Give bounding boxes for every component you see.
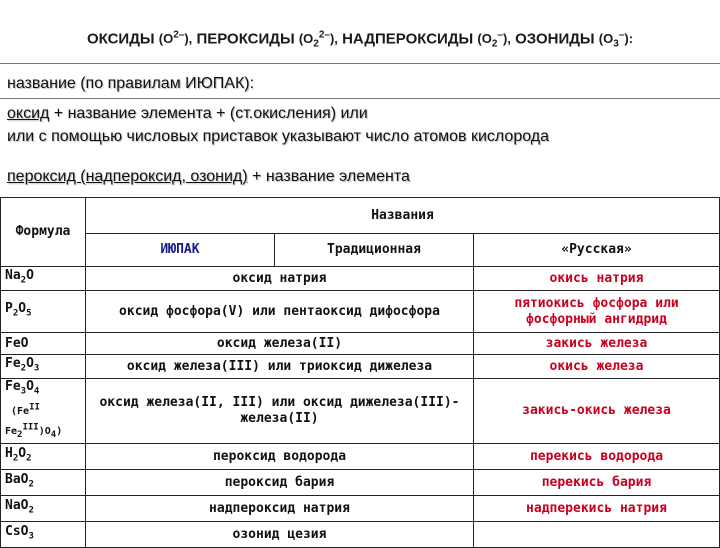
table-row: оксид натрия — [86, 267, 474, 291]
table-row: окись железа — [474, 355, 720, 379]
formula-nao2: NaO$_2$ — [1, 496, 86, 522]
formula-bao2: BaO$_2$ — [1, 470, 86, 496]
table-row: надперекись натрия — [474, 496, 720, 522]
naming-rule-oxide: оксид + название элемента + (ст.окисления) или — [7, 105, 368, 122]
oxides-table — [0, 197, 720, 548]
table-row: закись железа — [474, 333, 720, 355]
header-formula: Формула — [1, 198, 86, 267]
header-iupac: ИЮПАК — [86, 234, 275, 267]
table-row — [474, 522, 720, 548]
table-row: перекись бария — [474, 470, 720, 496]
table-row: оксид железа(III) или триоксид дижелеза — [86, 355, 474, 379]
naming-rule-prefixes: или с помощью числовых приставок указывают число атомов кислорода — [7, 128, 549, 145]
header-russian: «Русская» — [474, 234, 720, 267]
table-row: оксид фосфора(V) или пентаоксид дифосфора — [86, 291, 474, 333]
table-row: окись натрия — [474, 267, 720, 291]
header-traditional: Традиционная — [275, 234, 474, 267]
formula-cso3: CsO$_3$ — [1, 522, 86, 548]
formula-h2o2: $H_2O_2$ — [1, 444, 86, 470]
formula-fe3o4: $Fe_3O_4$ ($Fe^{II}$ $Fe_2^{III})O_4$) — [1, 379, 86, 444]
table-row: пероксид водорода — [86, 444, 474, 470]
divider — [0, 98, 720, 99]
formula-feo: FeO — [1, 333, 86, 355]
table-row: оксид железа(II, III) или оксид дижелеза(III)-железа(II) — [86, 379, 474, 444]
page-title: ОКСИДЫ $(O^{2-})$, ПЕРОКСИДЫ $(O_2^{2-})$, НАДПЕРОКСИДЫ $(O_2^-)$, ОЗОНИДЫ $(O_3^-)$: — [86, 30, 634, 50]
divider — [0, 63, 720, 64]
header-names: Названия — [86, 198, 720, 234]
table-row: пероксид бария — [86, 470, 474, 496]
table-row: надпероксид натрия — [86, 496, 474, 522]
table-row: оксид железа(II) — [86, 333, 474, 355]
formula-na2o: $Na_2O$ — [1, 267, 86, 291]
formula-p2o5: $P_2O_5$ — [1, 291, 86, 333]
naming-heading: название (по правилам ИЮПАК): — [7, 75, 255, 92]
table-row: перекись водорода — [474, 444, 720, 470]
naming-rule-peroxide: пероксид (надпероксид, озонид) + название элемента — [7, 168, 410, 185]
table-row: закись-окись железа — [474, 379, 720, 444]
table-row: пятиокись фосфора или фосфорный ангидрид — [474, 291, 720, 333]
formula-fe2o3: $Fe_2O_3$ — [1, 355, 86, 379]
table-row: озонид цезия — [86, 522, 474, 548]
